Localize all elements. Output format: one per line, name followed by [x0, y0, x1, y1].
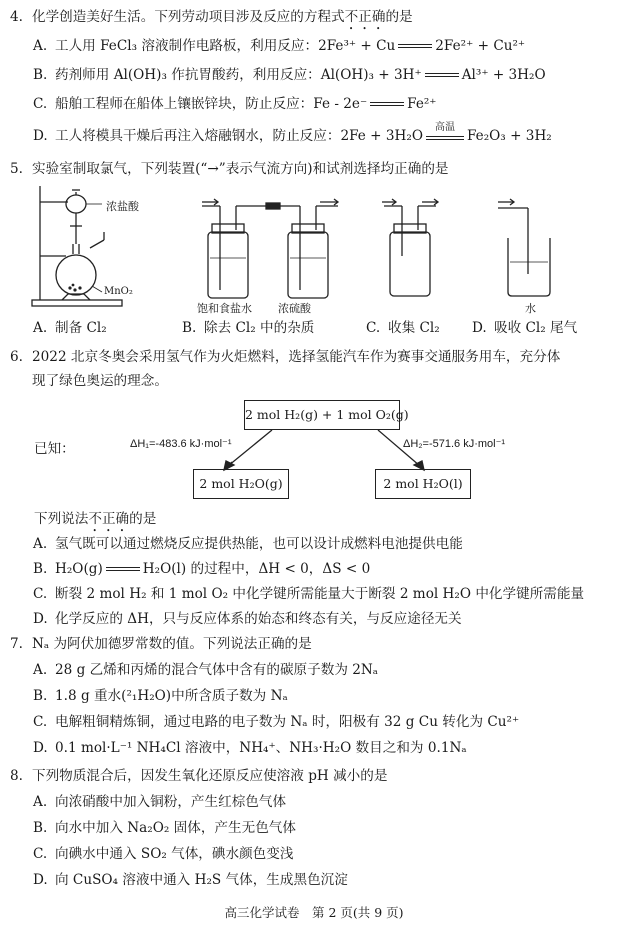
- q8-option-c: [33, 845, 293, 863]
- q5-option-d: [472, 319, 577, 337]
- q7-option-a: [33, 661, 378, 679]
- option-text: H₂O(g): [55, 561, 103, 577]
- q5-stem: [10, 160, 449, 178]
- q8-option-a: [33, 793, 286, 811]
- label-water: 水: [525, 302, 536, 315]
- option-text-right: H₂O(l) 的过程中，ΔH < 0，ΔS < 0: [142, 561, 371, 577]
- option-label: B.: [33, 561, 48, 577]
- option-text: 工人将模具干燥后再注入熔融钢水，防止反应：2Fe + 3H₂O: [55, 128, 423, 144]
- q6-sub-pre: 下列说法: [34, 511, 89, 527]
- q5-option-c: [366, 319, 440, 337]
- option-text: 船舶工程师在船体上镶嵌锌块，防止反应：Fe - 2e⁻: [55, 96, 368, 112]
- option-label: D.: [472, 320, 487, 336]
- q7-option-b: [33, 687, 288, 705]
- option-text: 药剂师用 Al(OH)₃ 作抗胃酸药，利用反应：Al(OH)₃ + 3H⁺: [55, 67, 422, 83]
- option-text: 向碘水中通入 SO₂ 气体，碘水颜色变浅: [55, 846, 294, 862]
- q6-option-b: [33, 560, 370, 578]
- q5-stem-text: 实验室制取氯气，下列装置(“→”表示气流方向)和试剂选择均正确的是: [32, 161, 449, 177]
- q5-number: 5.: [10, 161, 23, 177]
- apparatus-c-drawing: [380, 196, 444, 302]
- option-label: C.: [33, 714, 48, 730]
- apparatus-b-drawing: [196, 196, 346, 302]
- conditional-equals-sign: [426, 121, 464, 146]
- q6-stem-line1: [10, 348, 560, 366]
- option-text-right: Al³⁺ + 3H₂O: [461, 67, 546, 83]
- diagram-left-box: 2 mol H₂O(g): [193, 469, 289, 499]
- option-label: C.: [33, 846, 48, 862]
- option-label: B.: [33, 688, 48, 704]
- option-label: D.: [33, 740, 48, 756]
- option-text: 氢气既可以通过燃烧反应提供热能，也可以设计成燃料电池提供电能: [55, 536, 463, 552]
- equals-sign: [425, 73, 459, 77]
- option-label: C.: [33, 586, 48, 602]
- diagram-top-box: 2 mol H₂(g) + 1 mol O₂(g): [244, 400, 400, 430]
- q6-known-label: 已知：: [34, 441, 75, 457]
- label-mno2: MnO₂: [104, 286, 133, 297]
- option-label: A.: [33, 320, 48, 336]
- label-conc-hcl: 浓盐酸: [106, 200, 139, 213]
- label-sat-nacl: 饱和食盐水: [197, 302, 252, 315]
- delta-h1-label: ΔH₁=-483.6 kJ·mol⁻¹: [130, 438, 232, 450]
- equals-sign: [398, 44, 432, 48]
- option-text: 向浓硝酸中加入铜粉，产生红棕色气体: [55, 794, 287, 810]
- option-text: 0.1 mol·L⁻¹ NH₄Cl 溶液中，NH₄⁺、NH₃·H₂O 数目之和为 0.1Nₐ: [55, 740, 467, 756]
- q5-option-b: [182, 319, 314, 337]
- option-label: D.: [33, 872, 48, 888]
- label-conc-h2so4: 浓硫酸: [278, 302, 311, 315]
- option-text-right: 2Fe²⁺ + Cu²⁺: [435, 38, 526, 54]
- option-label: A.: [33, 662, 48, 678]
- q4-option-a: [33, 37, 525, 55]
- option-label: A.: [33, 794, 48, 810]
- option-text: 制备 Cl₂: [55, 320, 107, 336]
- q6-number: 6.: [10, 349, 23, 365]
- option-label: B.: [182, 320, 197, 336]
- q8-stem-text: 下列物质混合后，因发生氧化还原反应使溶液 pH 减小的是: [32, 768, 388, 784]
- q6-option-c: [33, 585, 584, 603]
- option-text: 1.8 g 重水(²₁H₂O)中所含质子数为 Nₐ: [55, 688, 288, 704]
- q4-stem-emph: 不正确: [344, 9, 386, 25]
- option-label: C.: [366, 320, 381, 336]
- option-text: 除去 Cl₂ 中的杂质: [204, 320, 315, 336]
- option-label: A.: [33, 536, 48, 552]
- q4-option-c: [33, 95, 436, 113]
- equals-sign: [106, 567, 140, 571]
- q5-option-a: [33, 319, 107, 337]
- q4-stem-pre: 化学创造美好生活。下列劳动项目涉及反应的方程式: [32, 9, 345, 25]
- option-text: 电解粗铜精炼铜，通过电路的电子数为 Nₐ 时，阳极有 32 g Cu 转化为 Cu²⁺: [55, 714, 520, 730]
- option-text-right: Fe²⁺: [407, 96, 437, 112]
- q7-option-d: [33, 739, 467, 757]
- option-label: D.: [33, 611, 48, 627]
- q6-sub-emph: 不正确: [88, 511, 130, 527]
- q6-sub-post: 的是: [129, 511, 157, 527]
- q8-option-b: [33, 819, 296, 837]
- option-text-right: Fe₂O₃ + 3H₂: [466, 128, 552, 144]
- q7-number: 7.: [10, 636, 23, 652]
- option-text: 向水中加入 Na₂O₂ 固体，产生无色气体: [55, 820, 296, 836]
- option-text: 28 g 乙烯和丙烯的混合气体中含有的碳原子数为 2Nₐ: [55, 662, 379, 678]
- page-footer: 高三化学试卷 第 2 页(共 9 页): [224, 905, 404, 920]
- option-label: C.: [33, 96, 48, 112]
- diagram-right-box: 2 mol H₂O(l): [375, 469, 471, 499]
- q4-stem: [10, 8, 413, 33]
- q4-option-d: [33, 121, 552, 146]
- delta-h2-label: ΔH₂=-571.6 kJ·mol⁻¹: [403, 438, 506, 450]
- equals-sign: [370, 102, 404, 106]
- option-label: B.: [33, 67, 48, 83]
- reaction-condition: 高温: [434, 121, 455, 133]
- option-label: A.: [33, 38, 48, 54]
- q8-option-d: [33, 871, 348, 889]
- option-text: 化学反应的 ΔH，只与反应体系的始态和终态有关，与反应途径无关: [55, 611, 462, 627]
- option-text: 吸收 Cl₂ 尾气: [494, 320, 578, 336]
- q7-stem-text: Nₐ 为阿伏加德罗常数的值。下列说法正确的是: [32, 636, 312, 652]
- q4-option-b: [33, 66, 546, 84]
- q4-stem-post: 的是: [385, 9, 413, 25]
- q7-option-c: [33, 713, 519, 731]
- diagram-arrows: [180, 428, 500, 474]
- q6-option-a: [33, 535, 463, 553]
- q6-stem-text: 2022 北京冬奥会采用氢气作为火炬燃料，选择氢能汽车作为赛事交通服务用车，充分体: [32, 349, 561, 365]
- q7-stem: [10, 635, 312, 653]
- option-text: 收集 Cl₂: [388, 320, 440, 336]
- option-text: 断裂 2 mol H₂ 和 1 mol O₂ 中化学键所需能量大于断裂 2 mol H₂O 中化学键所需能量: [55, 586, 585, 602]
- q6-sub-stem: [34, 510, 156, 535]
- q6-stem-line2: 现了绿色奥运的理念。: [32, 373, 168, 389]
- q6-option-d: [33, 610, 462, 628]
- option-label: B.: [33, 820, 48, 836]
- apparatus-d-drawing: [494, 196, 564, 302]
- q8-number: 8.: [10, 768, 23, 784]
- option-text: 工人用 FeCl₃ 溶液制作电路板，利用反应：2Fe³⁺ + Cu: [55, 38, 396, 54]
- q4-number: 4.: [10, 9, 23, 25]
- q8-stem: [10, 767, 387, 785]
- option-label: D.: [33, 128, 48, 144]
- option-text: 向 CuSO₄ 溶液中通入 H₂S 气体，生成黑色沉淀: [55, 872, 348, 888]
